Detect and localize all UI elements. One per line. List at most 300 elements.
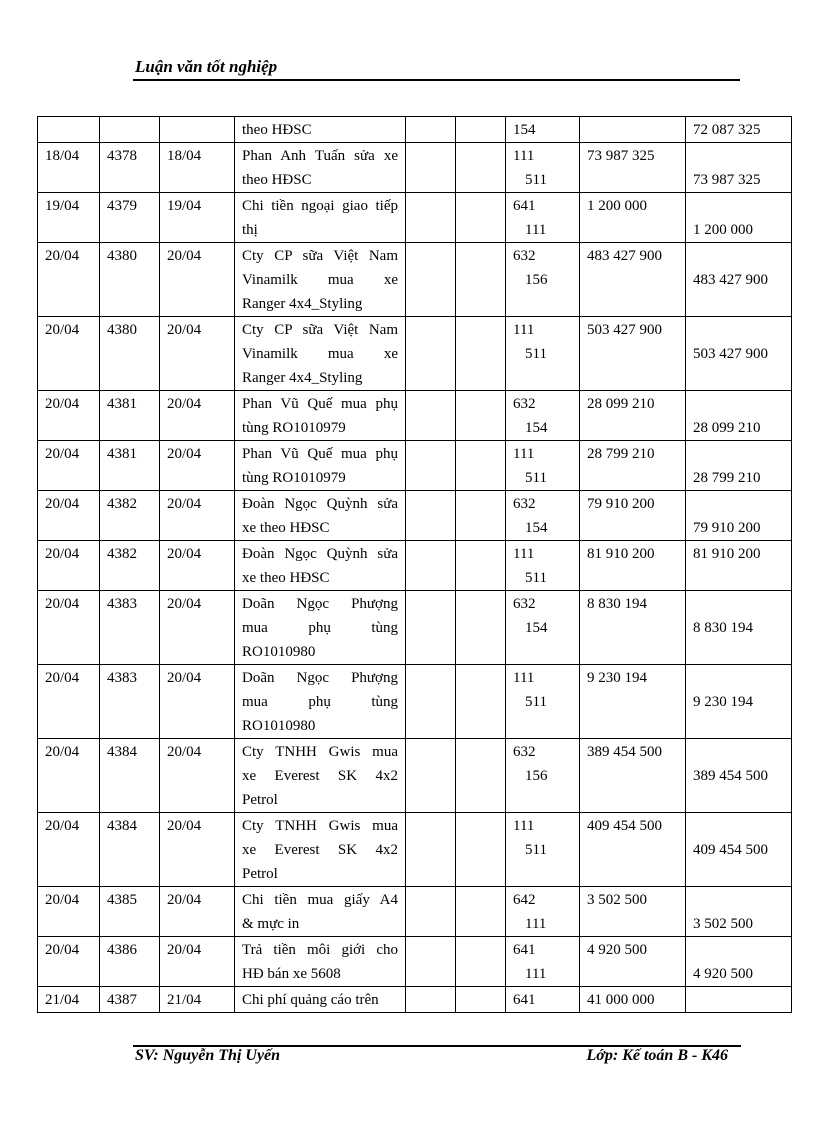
description-line: mua phụ tùng [242, 694, 398, 710]
account-cell [506, 491, 580, 541]
debit-amount-cell-line: 9 230 194 [587, 670, 647, 686]
voucher-date-cell: 20/04 [160, 665, 235, 739]
credit-amount-cell-line: 73 987 325 [693, 172, 761, 188]
account-cell-line: 632 [513, 248, 536, 264]
empty-cell [406, 665, 456, 739]
description-line: Cty CP sữa Việt Nam [242, 322, 398, 338]
account-cell [506, 541, 580, 591]
account-cell-line: 641 [513, 992, 536, 1008]
account-cell-line: 511 [525, 172, 547, 188]
description-cell [235, 441, 406, 491]
debit-amount-cell-line: 409 454 500 [587, 818, 662, 834]
voucher-number-cell [100, 117, 160, 143]
header-divider [133, 79, 740, 81]
description-cell [235, 813, 406, 887]
description-cell [235, 887, 406, 937]
debit-amount-cell-line [587, 616, 678, 640]
debit-amount-cell-line: 3 502 500 [587, 892, 647, 908]
empty-cell [406, 117, 456, 143]
description-cell [235, 193, 406, 243]
journal-table-body [38, 117, 792, 1013]
debit-amount-cell-line: 483 427 900 [587, 248, 662, 264]
description-line: mua phụ tùng [242, 620, 398, 636]
description-line: xe theo HĐSC [242, 520, 330, 536]
account-cell-line: 154 [513, 122, 536, 138]
credit-amount-cell-line [693, 442, 784, 466]
voucher-date-cell: 20/04 [160, 813, 235, 887]
description-cell [235, 541, 406, 591]
debit-amount-cell-line [587, 516, 678, 540]
description-cell [235, 243, 406, 317]
credit-amount-cell-line [693, 492, 784, 516]
account-cell-line [513, 366, 572, 390]
description-cell [235, 117, 406, 143]
credit-amount-cell [686, 591, 792, 665]
page-header-title: Luận văn tốt nghiệp [135, 57, 278, 76]
account-cell [506, 937, 580, 987]
credit-amount-cell-line [693, 366, 784, 390]
credit-amount-cell-line [693, 714, 784, 738]
account-cell-line: 511 [525, 570, 547, 586]
account-cell-line: 111 [513, 546, 535, 562]
description-cell [235, 317, 406, 391]
credit-amount-cell-line [693, 640, 784, 664]
debit-amount-cell [580, 317, 686, 391]
description-line: Cty TNHH Gwis mua [242, 818, 398, 834]
account-cell-line: 156 [525, 272, 548, 288]
account-cell [506, 987, 580, 1013]
debit-amount-cell-line [587, 838, 678, 862]
description-line: theo HĐSC [242, 172, 312, 188]
account-cell-line: 111 [525, 966, 547, 982]
account-cell [506, 193, 580, 243]
voucher-date-cell: 20/04 [160, 591, 235, 665]
date-cell: 20/04 [38, 391, 100, 441]
voucher-number-cell: 4381 [100, 441, 160, 491]
account-cell [506, 813, 580, 887]
description-line: thị [242, 222, 258, 238]
description-line: xe Everest SK 4x2 [242, 768, 398, 784]
debit-amount-cell-line [587, 168, 678, 192]
empty-cell [406, 143, 456, 193]
credit-amount-cell-line [693, 666, 784, 690]
empty-cell [406, 193, 456, 243]
debit-amount-cell [580, 193, 686, 243]
account-cell-line: 154 [525, 520, 548, 536]
date-cell: 20/04 [38, 591, 100, 665]
empty-cell [456, 441, 506, 491]
voucher-date-cell: 20/04 [160, 491, 235, 541]
voucher-number-cell: 4386 [100, 937, 160, 987]
table-row [38, 391, 792, 441]
credit-amount-cell-line [693, 788, 784, 812]
account-cell [506, 665, 580, 739]
voucher-number-cell: 4378 [100, 143, 160, 193]
table-row [38, 591, 792, 665]
empty-cell [406, 813, 456, 887]
credit-amount-cell-line: 483 427 900 [693, 272, 768, 288]
voucher-date-cell [160, 117, 235, 143]
table-row [38, 117, 792, 143]
journal-table [37, 116, 792, 1013]
date-cell: 19/04 [38, 193, 100, 243]
empty-cell [406, 591, 456, 665]
credit-amount-cell-line: 9 230 194 [693, 694, 753, 710]
description-cell [235, 391, 406, 441]
empty-cell [456, 937, 506, 987]
voucher-date-cell: 20/04 [160, 243, 235, 317]
empty-cell [456, 813, 506, 887]
credit-amount-cell [686, 541, 792, 591]
voucher-date-cell: 20/04 [160, 937, 235, 987]
voucher-date-cell: 20/04 [160, 391, 235, 441]
voucher-number-cell: 4380 [100, 243, 160, 317]
date-cell: 21/04 [38, 987, 100, 1013]
debit-amount-cell-line [587, 640, 678, 664]
debit-amount-cell [580, 117, 686, 143]
description-line: Chi tiền mua giấy A4 [242, 892, 398, 908]
debit-amount-cell-line [587, 862, 678, 886]
table-row [38, 143, 792, 193]
credit-amount-cell-line: 81 910 200 [693, 546, 761, 562]
account-cell-line: 511 [525, 346, 547, 362]
debit-amount-cell-line: 73 987 325 [587, 148, 655, 164]
empty-cell [456, 987, 506, 1013]
account-cell-line: 511 [525, 694, 547, 710]
voucher-date-cell: 20/04 [160, 317, 235, 391]
description-line: xe theo HĐSC [242, 570, 330, 586]
description-line: Vinamilk mua xe [242, 272, 398, 288]
credit-amount-cell-line [693, 988, 784, 1012]
account-cell-line: 111 [513, 670, 535, 686]
debit-amount-cell [580, 243, 686, 317]
account-cell [506, 243, 580, 317]
empty-cell [456, 591, 506, 665]
table-row [38, 937, 792, 987]
credit-amount-cell-line: 503 427 900 [693, 346, 768, 362]
voucher-number-cell: 4379 [100, 193, 160, 243]
credit-amount-cell [686, 317, 792, 391]
date-cell: 20/04 [38, 491, 100, 541]
account-cell-line: 632 [513, 744, 536, 760]
description-cell [235, 739, 406, 813]
voucher-date-cell: 21/04 [160, 987, 235, 1013]
account-cell-line [513, 640, 572, 664]
voucher-number-cell: 4381 [100, 391, 160, 441]
account-cell-line: 111 [513, 818, 535, 834]
debit-amount-cell-line [587, 788, 678, 812]
credit-amount-cell-line [693, 318, 784, 342]
voucher-date-cell: 20/04 [160, 887, 235, 937]
description-line: Chi tiền ngoại giao tiếp [242, 198, 398, 214]
account-cell-line [513, 292, 572, 316]
debit-amount-cell-line: 8 830 194 [587, 596, 647, 612]
debit-amount-cell-line: 1 200 000 [587, 198, 647, 214]
empty-cell [456, 665, 506, 739]
credit-amount-cell-line [693, 392, 784, 416]
account-cell [506, 117, 580, 143]
description-line: RO1010980 [242, 644, 316, 660]
credit-amount-cell-line: 1 200 000 [693, 222, 753, 238]
debit-amount-cell-line [587, 912, 678, 936]
description-cell [235, 665, 406, 739]
debit-amount-cell-line [587, 218, 678, 242]
date-cell: 18/04 [38, 143, 100, 193]
debit-amount-cell [580, 391, 686, 441]
date-cell: 20/04 [38, 317, 100, 391]
description-line: theo HĐSC [242, 122, 312, 138]
empty-cell [456, 117, 506, 143]
credit-amount-cell-line: 389 454 500 [693, 768, 768, 784]
table-row [38, 987, 792, 1013]
description-line: HĐ bán xe 5608 [242, 966, 341, 982]
credit-amount-cell [686, 391, 792, 441]
credit-amount-cell-line [693, 244, 784, 268]
voucher-number-cell: 4382 [100, 491, 160, 541]
empty-cell [406, 541, 456, 591]
account-cell [506, 391, 580, 441]
debit-amount-cell-line: 28 099 210 [587, 396, 655, 412]
debit-amount-cell-line [587, 416, 678, 440]
credit-amount-cell [686, 987, 792, 1013]
credit-amount-cell-line [693, 740, 784, 764]
account-cell-line: 632 [513, 496, 536, 512]
table-row [38, 887, 792, 937]
description-cell [235, 491, 406, 541]
empty-cell [456, 739, 506, 813]
description-line: Ranger 4x4_Styling [242, 296, 363, 312]
empty-cell [456, 317, 506, 391]
voucher-number-cell: 4380 [100, 317, 160, 391]
credit-amount-cell [686, 937, 792, 987]
debit-amount-cell-line [587, 118, 678, 142]
description-line: Trả tiền môi giới cho [242, 942, 398, 958]
description-line: Vinamilk mua xe [242, 346, 398, 362]
credit-amount-cell-line [693, 814, 784, 838]
debit-amount-cell-line [587, 292, 678, 316]
empty-cell [406, 441, 456, 491]
account-cell-line: 641 [513, 198, 536, 214]
credit-amount-cell [686, 117, 792, 143]
voucher-date-cell: 20/04 [160, 441, 235, 491]
description-cell [235, 937, 406, 987]
table-row [38, 317, 792, 391]
debit-amount-cell-line: 503 427 900 [587, 322, 662, 338]
table-row [38, 193, 792, 243]
account-cell [506, 143, 580, 193]
voucher-date-cell: 20/04 [160, 739, 235, 813]
empty-cell [456, 391, 506, 441]
credit-amount-cell [686, 243, 792, 317]
description-line: Chi phí quảng cáo trên [242, 992, 379, 1008]
date-cell: 20/04 [38, 441, 100, 491]
debit-amount-cell [580, 813, 686, 887]
empty-cell [406, 987, 456, 1013]
account-cell [506, 739, 580, 813]
debit-amount-cell-line: 4 920 500 [587, 942, 647, 958]
voucher-number-cell: 4384 [100, 813, 160, 887]
description-line: Đoàn Ngọc Quỳnh sửa [242, 496, 398, 512]
voucher-number-cell: 4387 [100, 987, 160, 1013]
credit-amount-cell [686, 887, 792, 937]
date-cell: 20/04 [38, 937, 100, 987]
credit-amount-cell [686, 491, 792, 541]
empty-cell [406, 887, 456, 937]
account-cell-line: 511 [525, 470, 547, 486]
debit-amount-cell-line [587, 566, 678, 590]
empty-cell [406, 937, 456, 987]
account-cell-line: 111 [513, 322, 535, 338]
voucher-number-cell: 4382 [100, 541, 160, 591]
debit-amount-cell [580, 591, 686, 665]
table-row [38, 813, 792, 887]
empty-cell [406, 317, 456, 391]
debit-amount-cell-line: 389 454 500 [587, 744, 662, 760]
credit-amount-cell-line: 8 830 194 [693, 620, 753, 636]
credit-amount-cell-line [693, 862, 784, 886]
debit-amount-cell [580, 541, 686, 591]
description-line: Ranger 4x4_Styling [242, 370, 363, 386]
description-line: & mực in [242, 916, 300, 932]
date-cell: 20/04 [38, 243, 100, 317]
debit-amount-cell-line [587, 268, 678, 292]
table-row [38, 541, 792, 591]
credit-amount-cell-line [693, 194, 784, 218]
date-cell [38, 117, 100, 143]
credit-amount-cell-line [693, 592, 784, 616]
account-cell-line: 154 [525, 420, 548, 436]
table-row [38, 441, 792, 491]
empty-cell [456, 143, 506, 193]
account-cell-line [513, 714, 572, 738]
empty-cell [406, 391, 456, 441]
date-cell: 20/04 [38, 665, 100, 739]
debit-amount-cell [580, 491, 686, 541]
table-row [38, 665, 792, 739]
account-cell [506, 317, 580, 391]
empty-cell [456, 193, 506, 243]
empty-cell [456, 243, 506, 317]
description-line: Đoàn Ngọc Quỳnh sửa [242, 546, 398, 562]
credit-amount-cell [686, 813, 792, 887]
table-row [38, 739, 792, 813]
description-line: tùng RO1010979 [242, 470, 346, 486]
description-cell [235, 591, 406, 665]
credit-amount-cell-line: 28 799 210 [693, 470, 761, 486]
credit-amount-cell-line [693, 888, 784, 912]
credit-amount-cell [686, 665, 792, 739]
account-cell [506, 591, 580, 665]
description-line: xe Everest SK 4x2 [242, 842, 398, 858]
credit-amount-cell-line: 4 920 500 [693, 966, 753, 982]
account-cell-line: 632 [513, 596, 536, 612]
date-cell: 20/04 [38, 813, 100, 887]
voucher-date-cell: 20/04 [160, 541, 235, 591]
voucher-number-cell: 4383 [100, 665, 160, 739]
date-cell: 20/04 [38, 887, 100, 937]
empty-cell [456, 887, 506, 937]
description-line: Cty CP sữa Việt Nam [242, 248, 398, 264]
account-cell-line: 111 [513, 148, 535, 164]
account-cell-line: 641 [513, 942, 536, 958]
credit-amount-cell-line: 3 502 500 [693, 916, 753, 932]
account-cell-line: 111 [525, 916, 547, 932]
credit-amount-cell-line: 409 454 500 [693, 842, 768, 858]
credit-amount-cell [686, 441, 792, 491]
description-line: RO1010980 [242, 718, 316, 734]
credit-amount-cell-line: 72 087 325 [693, 122, 761, 138]
voucher-number-cell: 4383 [100, 591, 160, 665]
description-line: Doãn Ngọc Phượng [242, 596, 398, 612]
account-cell-line [513, 788, 572, 812]
account-cell [506, 887, 580, 937]
description-line: Phan Vũ Quế mua phụ [242, 396, 398, 412]
voucher-date-cell: 19/04 [160, 193, 235, 243]
account-cell [506, 441, 580, 491]
description-line: Petrol [242, 792, 278, 808]
table-row [38, 491, 792, 541]
debit-amount-cell [580, 739, 686, 813]
debit-amount-cell-line: 81 910 200 [587, 546, 655, 562]
credit-amount-cell-line: 79 910 200 [693, 520, 761, 536]
debit-amount-cell-line: 41 000 000 [587, 992, 655, 1008]
footer-class-name: Lớp: Kế toán B - K46 [586, 1047, 728, 1064]
debit-amount-cell [580, 937, 686, 987]
credit-amount-cell [686, 193, 792, 243]
debit-amount-cell-line [587, 366, 678, 390]
debit-amount-cell [580, 665, 686, 739]
description-line: Petrol [242, 866, 278, 882]
empty-cell [406, 491, 456, 541]
empty-cell [406, 243, 456, 317]
credit-amount-cell-line [693, 938, 784, 962]
voucher-number-cell: 4384 [100, 739, 160, 813]
account-cell-line: 632 [513, 396, 536, 412]
empty-cell [406, 739, 456, 813]
voucher-number-cell: 4385 [100, 887, 160, 937]
credit-amount-cell-line [693, 566, 784, 590]
credit-amount-cell [686, 143, 792, 193]
debit-amount-cell-line [587, 342, 678, 366]
debit-amount-cell-line: 28 799 210 [587, 446, 655, 462]
debit-amount-cell [580, 987, 686, 1013]
description-cell [235, 143, 406, 193]
account-cell-line: 111 [513, 446, 535, 462]
debit-amount-cell [580, 441, 686, 491]
empty-cell [456, 491, 506, 541]
description-line: Phan Vũ Quế mua phụ [242, 446, 398, 462]
debit-amount-cell [580, 143, 686, 193]
voucher-date-cell: 18/04 [160, 143, 235, 193]
account-cell-line: 511 [525, 842, 547, 858]
debit-amount-cell-line [587, 466, 678, 490]
credit-amount-cell [686, 739, 792, 813]
empty-cell [456, 541, 506, 591]
account-cell-line: 154 [525, 620, 548, 636]
credit-amount-cell-line [693, 292, 784, 316]
footer-student-name: SV: Nguyễn Thị Uyến [135, 1047, 281, 1064]
debit-amount-cell-line [587, 714, 678, 738]
account-cell-line: 156 [525, 768, 548, 784]
account-cell-line: 642 [513, 892, 536, 908]
description-line: tùng RO1010979 [242, 420, 346, 436]
debit-amount-cell-line [587, 764, 678, 788]
credit-amount-cell-line: 28 099 210 [693, 420, 761, 436]
table-row [38, 243, 792, 317]
description-line: Doãn Ngọc Phượng [242, 670, 398, 686]
description-cell [235, 987, 406, 1013]
debit-amount-cell-line [587, 962, 678, 986]
